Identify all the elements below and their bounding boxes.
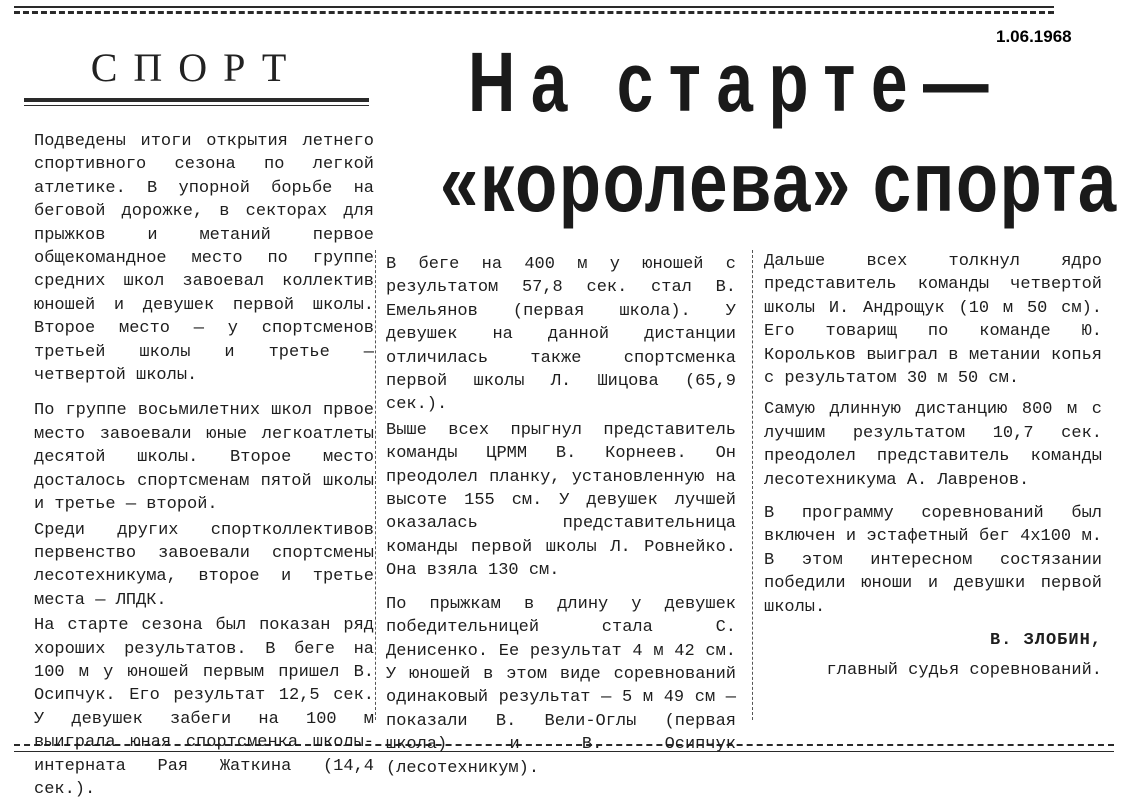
- column-divider: [752, 250, 753, 720]
- headline-line-2: «королева» спорта: [440, 135, 1118, 229]
- paragraph: По группе восьмилетних школ првое место завоевали юные легкоатлеты десятой школы. Второе место досталось спортсменам пятой школы и третье — второй.: [34, 401, 374, 515]
- paragraph: Подведены итоги открытия летнего спортивного сезона по легкой атлетике. В упорной борьбе на беговой дорожке, в секторах для прыжков и метаний первое общекомандное место по группе средних школ завоевал коллектив юношей и девушек первой школы. Второе место — у спортсменов третьей школы и третье — четвертой школы.: [34, 132, 374, 386]
- headline-line-1: На старте—: [468, 35, 1005, 129]
- section-title-rule: [24, 98, 369, 102]
- column-divider: [375, 250, 376, 720]
- paragraph: Выше всех прыгнул представитель команды ЦРММ В. Корнеев. Он преодолел планку, установленную на высоте 155 см. У девушек лучшей оказалась представительница команды первой школы Л. Ровнейко. Она взяла 130 см.: [386, 420, 736, 581]
- section-title-rule-thin: [24, 105, 369, 106]
- article-column-1: [34, 130, 374, 801]
- article-column-2: [386, 253, 736, 780]
- author-name: В. ЗЛОБИН,: [989, 631, 1102, 651]
- paragraph: На старте сезона был показан ряд хороших результатов. В беге на 100 м у юношей первым пришел В. Осипчук. Его результат 12,5 сек. У девушек забеги на 100 м выиграла юная спортсменка школы-интерната Рая Жаткина (14,4 сек.).: [34, 616, 374, 799]
- top-rule: [14, 6, 1054, 8]
- article-column-3: [764, 250, 1102, 683]
- paragraph: В программу соревнований был включен и эстафетный бег 4x100 м. В этом интересном состязании победили юноши и девушки первой школы.: [764, 504, 1102, 617]
- paragraph: Дальше всех толкнул ядро представитель команды четвертой школы И. Андрощук (10 м 50 см). Его товарищ по команде Ю. Корольков выиграл в метании копья с результатом 30 м 50 см.: [764, 252, 1102, 389]
- paragraph: По прыжкам в длину у девушек победительницей стала С. Денисенко. Ее результат 4 м 42 см. У юношей в этом виде соревнований одинаковый результат — 5 м 49 см — показали В. Вели-Оглы (первая школа) и В. Осипчук (лесотехникум).: [386, 594, 736, 778]
- section-title: СПОРТ: [90, 45, 303, 90]
- issue-date: 1.06.1968: [996, 27, 1072, 46]
- paragraph: Среди других спортколлективов первенство завоевали спортсмены лесотехникума, второе и третье места — ЛПДК.: [34, 520, 374, 610]
- paragraph: Самую длинную дистанцию 800 м с лучшим результатом 10,7 сек. преодолел представитель команды лесотехникума А. Лавренов.: [764, 400, 1102, 490]
- paragraph: В беге на 400 м у юношей с результатом 57,8 сек. стал В. Емельянов (первая школа). У девушек на данной дистанции отличилась также спортсменка первой школы Л. Шицова (65,9 сек.).: [386, 255, 736, 415]
- author-title: главный судья соревнований.: [826, 661, 1102, 681]
- top-rule-dashed: [14, 11, 1054, 14]
